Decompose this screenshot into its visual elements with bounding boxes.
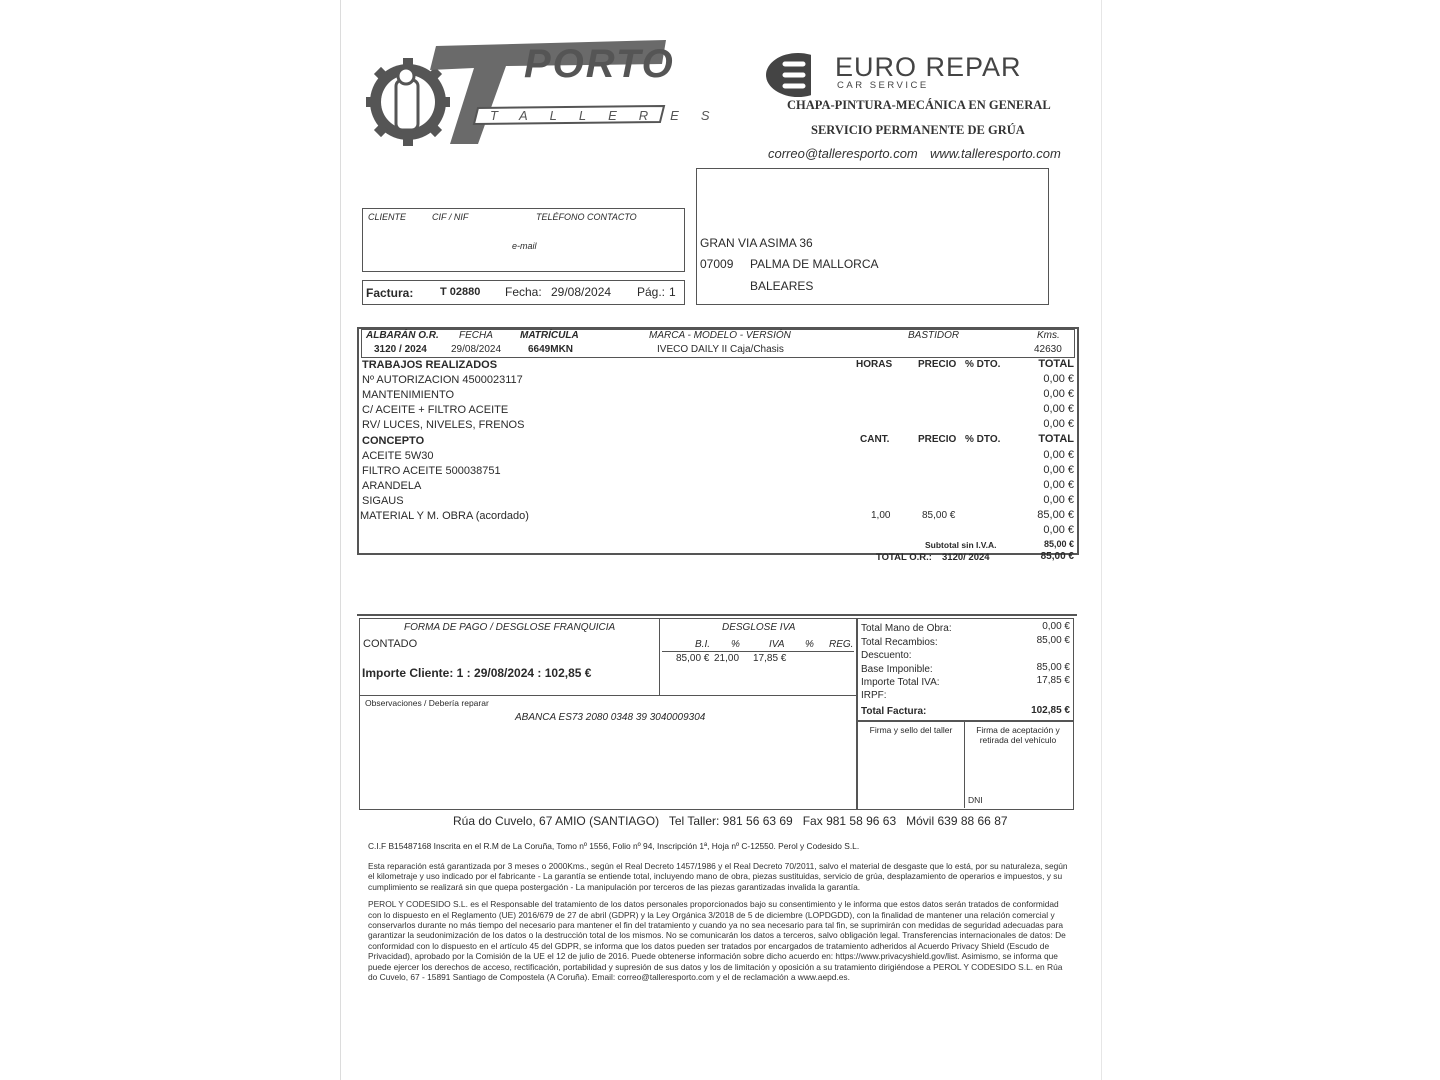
vehicle-albaran: 3120 / 2024 — [374, 344, 427, 355]
total-factura-label: Total Factura: — [861, 706, 927, 717]
vehicle-kms: 42630 — [1034, 344, 1062, 355]
table-row: MATERIAL Y M. OBRA (acordado) — [360, 510, 529, 522]
total-or-value: 85,00 € — [1040, 551, 1074, 562]
vehicle-h-albaran: ALBARÁN O.R. — [366, 330, 439, 341]
table-row: Nº AUTORIZACION 4500023117 — [362, 374, 523, 386]
iva-pct: 21,00 — [714, 653, 740, 664]
table-row-total: 0,00 € — [1043, 449, 1074, 461]
totals-label: Total Mano de Obra: — [861, 623, 952, 634]
table-row: SIGAUS — [362, 495, 404, 507]
iva-h-iva: IVA — [769, 639, 785, 650]
concepts-h-total: TOTAL — [1038, 433, 1074, 445]
concepts-h-dto: % DTO. — [965, 434, 1001, 445]
totals-label: Importe Total IVA: — [861, 677, 940, 688]
concepts-h-precio: PRECIO — [918, 434, 957, 445]
table-row-total: 0,00 € — [1043, 464, 1074, 476]
vehicle-h-fecha: FECHA — [459, 330, 493, 341]
total-or-ref: 3120/ 2024 — [942, 552, 990, 563]
dni-label: DNI — [968, 795, 983, 805]
porto-logo-subtitle: TALLERES — [490, 108, 732, 123]
eurorepar-title: EURO REPAR — [835, 52, 1022, 82]
vehicle-h-marca: MARCA - MODELO - VERSIÓN — [649, 330, 791, 341]
works-h-precio: PRECIO — [918, 359, 957, 370]
firma-cliente-label: Firma de aceptación y retirada del vehículo — [976, 725, 1060, 745]
concepts-h-cant: CANT. — [860, 434, 890, 445]
table-row: FILTRO ACEITE 500038751 — [362, 465, 501, 477]
pag-label: Pág.: — [637, 285, 666, 299]
vehicle-h-kms: Kms. — [1037, 330, 1060, 341]
footer-legal — [368, 861, 1068, 989]
subtotal-label: Subtotal sin I.V.A. — [925, 540, 997, 550]
footer-privacy: PEROL Y CODESIDO S.L. es el Responsable del tratamiento de los datos personales proporcionados bajo su consentimiento y le informa que estos datos serán tratados de conformidad con lo dispuesto en el Reglamento (UE) 2016/679 de 27 de abril (GDPR) y la Ley Orgánica 3/2018 de 5 de diciembre (LOPDGDD), con la finalidad de mantener una relación comercial y conservarlos durante no más tiempo del necesario para mantener el fin del tratamiento y cuando ya no sea necesario para tal fin, se suprimirán con medidas de seguridad adecuadas para garantizar la seudonimización de los datos o la destrucción total de los mismos. No se comunicarán los datos a terceros, salvo obligación legal. Transferencias internacionales de datos: De conformidad con lo dispuesto en el artículo 45 del GDPR, se informa que los datos pueden ser tratados por encargados de tratamiento adheridos al Acuerdo Privacy Shield (Escudo de Privacidad), aprobado por la Comisión de la UE el 12 de julio de 2016. Puede obtenerse información sobre dicho acuerdo en: https://www.privacyshield.gov/list. Asimismo, se informa que puede ejercer los derechos de acceso, rectificación, portabilidad y supresión de sus datos y los de limitación y oposición a su tratamiento dirigiéndose a PEROL Y CODESIDO S.L. en Rúa do Cuvelo, 67 - 15891 Santiago de Compostela (A Coruña). Email: correo@talleresporto.com y el de reclamación a www.aepd.es. — [368, 899, 1066, 983]
table-row: ACEITE 5W30 — [362, 450, 434, 462]
address-postal-code: 07009 — [700, 257, 734, 271]
subtotal-value: 85,00 € — [1043, 539, 1074, 549]
table-row: RV/ LUCES, NIVELES, FRENOS — [362, 419, 525, 431]
iva-h-pct: % — [731, 639, 740, 650]
eurorepar-icon — [765, 52, 811, 98]
porto-logo-title: PORTO — [524, 42, 675, 86]
works-h-horas: HORAS — [856, 359, 893, 370]
iva-h-reg: REG. — [829, 639, 854, 650]
factura-number: T 02880 — [440, 286, 481, 298]
totals-value: 85,00 € — [1036, 635, 1070, 646]
signature-divider — [964, 720, 965, 808]
works-h-total: TOTAL — [1038, 358, 1074, 370]
concepts-title: CONCEPTO — [362, 435, 425, 447]
label-email: e-mail — [512, 241, 537, 251]
observations-iban: ABANCA ES73 2080 0348 39 3040009304 — [515, 712, 706, 723]
vehicle-matricula: 6649MKN — [528, 344, 574, 355]
table-row-total: 0,00 € — [1043, 494, 1074, 506]
vehicle-h-bastidor: BASTIDOR — [908, 330, 960, 341]
address-city: PALMA DE MALLORCA — [750, 257, 879, 271]
totals-value: 0,00 € — [1042, 621, 1070, 632]
tagline-services: CHAPA-PINTURA-MECÁNICA EN GENERAL — [787, 98, 1051, 112]
table-row-total: 0,00 € — [1043, 418, 1074, 430]
footer-registry: C.I.F B15487168 Inscrita en el R.M de La Coruña, Tomo nº 1556, Folio nº 94, Inscripción 1ª, Hoja nº C-12550. Perol y Codesido S.L. — [368, 841, 860, 851]
header-email[interactable]: correo@talleresporto.com — [768, 146, 918, 161]
totals-value: 85,00 € — [1036, 662, 1070, 673]
table-row: ARANDELA — [362, 480, 422, 492]
totals-label: Descuento: — [861, 650, 912, 661]
iva-h-title: DESGLOSE IVA — [722, 622, 796, 633]
firma-taller-label: Firma y sello del taller — [869, 725, 953, 735]
iva-bi: 85,00 € — [676, 653, 710, 664]
totals-label: IRPF: — [861, 690, 887, 701]
iva-h-bi: B.I. — [695, 639, 711, 650]
totals-value: 17,85 € — [1036, 675, 1070, 686]
section-divider — [357, 614, 1077, 616]
total-factura-value: 102,85 € — [1031, 705, 1070, 716]
table-row-total: 0,00 € — [1043, 524, 1074, 536]
table-row-total: 0,00 € — [1043, 388, 1074, 400]
table-row-total: 85,00 € — [1037, 509, 1074, 521]
vehicle-fecha: 29/08/2024 — [451, 344, 502, 355]
iva-h-pct2: % — [805, 639, 814, 650]
label-telefono: TELÉFONO CONTACTO — [536, 212, 637, 222]
footer-guarantee: Esta reparación está garantizada por 3 meses o 2000Kms., según el Real Decreto 1457/1986 y el Real Decreto 70/2011, salvo el material de desgaste que lo está, por su naturaleza, según el kilometraje y uso indicado por el fabricante - La garantía se entiende total, incluyendo mano de obra, piezas sustituidas, servicio de grúa, desplazamiento de operarios e impuestos, y su cumplimiento se realizará sin que quepa postergación - La manipulación por terceros de las piezas garantizadas invalida la garantía. — [368, 861, 1068, 892]
eurorepar-subtitle: CAR SERVICE — [837, 80, 929, 91]
iva-header-underline — [662, 651, 854, 652]
address-street: GRAN VIA ASIMA 36 — [700, 236, 813, 250]
works-h-dto: % DTO. — [965, 359, 1001, 370]
fecha-value: 29/08/2024 — [551, 285, 612, 299]
pag-value: 1 — [669, 285, 676, 299]
footer-contact: Rúa do Cuvelo, 67 AMIO (SANTIAGO) Tel Taller: 981 56 63 69 Fax 981 58 96 63 Móvil 639 88 66 87 — [453, 814, 1008, 828]
vehicle-marca: IVECO DAILY II Caja/Chasis — [657, 344, 784, 355]
payment-importe: Importe Cliente: 1 : 29/08/2024 : 102,85 € — [362, 666, 592, 680]
porto-logo — [366, 36, 732, 148]
iva-amount: 17,85 € — [753, 653, 787, 664]
header-website[interactable]: www.talleresporto.com — [930, 146, 1061, 161]
table-row-total: 0,00 € — [1043, 403, 1074, 415]
total-or-label: TOTAL O.R.: — [876, 552, 932, 563]
eurorepar-logo — [765, 52, 1065, 96]
address-province: BALEARES — [750, 279, 814, 293]
works-title: TRABAJOS REALIZADOS — [362, 359, 498, 371]
table-row-total: 0,00 € — [1043, 373, 1074, 385]
factura-label: Factura: — [366, 286, 414, 300]
observations-label: Observaciones / Debería reparar — [365, 698, 489, 708]
payment-col-divider — [659, 618, 660, 695]
table-row-cant: 1,00 — [871, 510, 891, 521]
payment-forma: CONTADO — [363, 638, 418, 650]
totals-label: Total Recambios: — [861, 637, 938, 648]
label-cliente: CLIENTE — [368, 212, 407, 222]
fecha-label: Fecha: — [505, 285, 542, 299]
vehicle-h-matricula: MATRÍCULA — [520, 330, 579, 341]
table-row-precio: 85,00 € — [922, 510, 956, 521]
tagline-tow-service: SERVICIO PERMANENTE DE GRÚA — [811, 123, 1025, 137]
table-row-total: 0,00 € — [1043, 479, 1074, 491]
totals-label: Base Imponible: — [861, 664, 933, 675]
table-row: C/ ACEITE + FILTRO ACEITE — [362, 404, 509, 416]
payment-h-forma: FORMA DE PAGO / DESGLOSE FRANQUICIA — [404, 622, 616, 633]
label-cif: CIF / NIF — [432, 212, 469, 222]
table-row: MANTENIMIENTO — [362, 389, 455, 401]
